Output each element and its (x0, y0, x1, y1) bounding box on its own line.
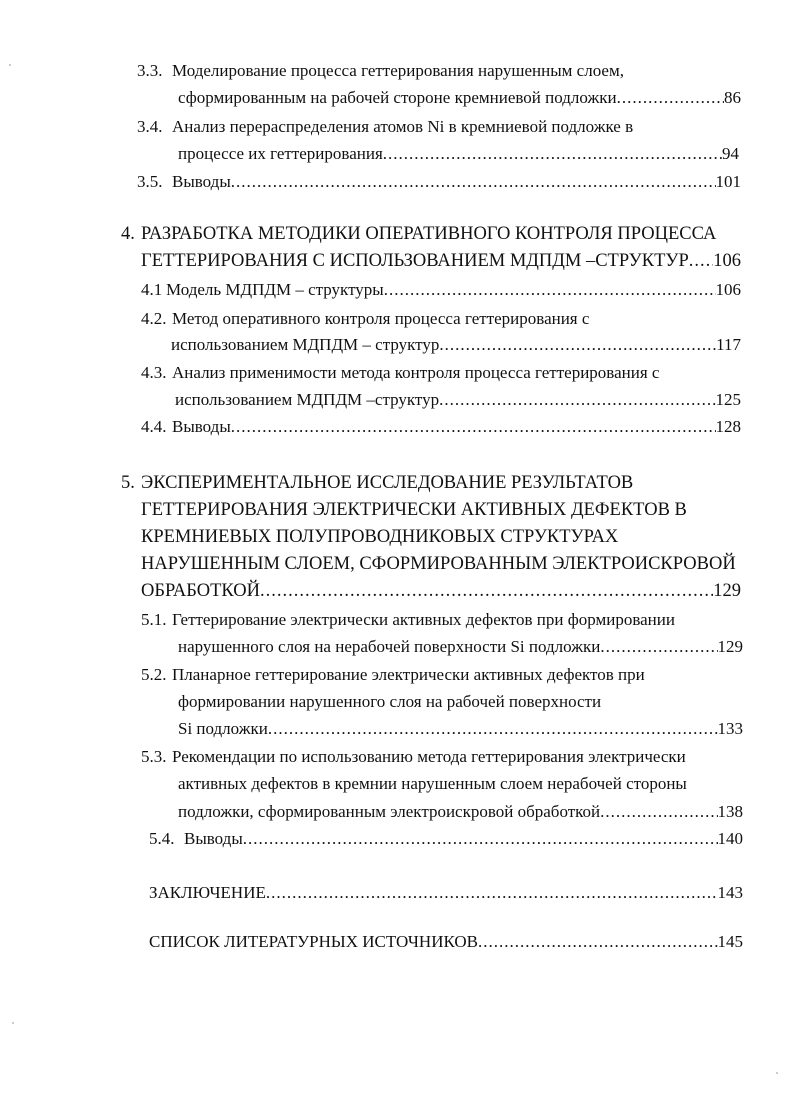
dot-leader (439, 331, 716, 359)
toc-entry-4-4[interactable] (0, 413, 792, 441)
chapter-title-cont: НАРУШЕННЫМ СЛОЕМ, СФОРМИРОВАННЫМ ЭЛЕКТРОИСКРОВОЙ (141, 554, 736, 574)
chapter-label: 5. (121, 473, 135, 493)
page-number: 138 (717, 802, 743, 821)
entry-title-cont: активных дефектов в кремнии нарушенным слоем нерабочей стороны (178, 774, 687, 793)
page-number: 133 (717, 719, 743, 738)
entry-label: 4.3. (141, 363, 167, 382)
entry-label: 3.3. (137, 61, 163, 80)
entry-title: Выводы (172, 172, 231, 191)
chapter-label: 4. (121, 224, 135, 244)
entry-title: Анализ применимости метода контроля процесса геттерирования с (172, 363, 660, 382)
toc-entry-5-4[interactable] (0, 825, 792, 853)
entry-title: Выводы (184, 829, 243, 848)
entry-label: 4.4. (141, 417, 167, 436)
entry-title-cont: формировании нарушенного слоя на рабочей поверхности (178, 692, 602, 711)
entry-title-cont: использованием МДПДМ – структур (171, 335, 440, 354)
chapter-title: ЭКСПЕРИМЕНТАЛЬНОЕ ИССЛЕДОВАНИЕ РЕЗУЛЬТАТОВ (141, 473, 634, 493)
toc-entry-4-2[interactable] (0, 305, 792, 333)
dot-leader (617, 84, 724, 112)
page-number: 128 (715, 417, 741, 436)
references-title: СПИСОК ЛИТЕРАТУРНЫХ ИСТОЧНИКОВ (149, 932, 479, 951)
toc-references[interactable] (0, 928, 792, 956)
page-number: 143 (717, 883, 743, 902)
entry-title-cont: процессе их геттерирования (178, 144, 383, 163)
entry-title: Анализ перераспределения атомов Ni в кремниевой подложке в (172, 117, 634, 136)
scan-speck (12, 1022, 14, 1024)
entry-label: 5.2. (141, 665, 167, 684)
dot-leader (231, 168, 716, 196)
entry-title-cont: подложки, сформированным электроискровой обработкой (178, 802, 601, 821)
page-number: 86 (724, 88, 741, 107)
dot-leader (383, 140, 722, 168)
conclusion-title: ЗАКЛЮЧЕНИЕ (149, 883, 266, 902)
page-number: 125 (715, 390, 741, 409)
entry-title: Моделирование процесса геттерирования нарушенным слоем, (172, 61, 624, 80)
page-number: 140 (717, 829, 743, 848)
entry-title-cont: сформированным на рабочей стороне кремниевой подложки (178, 88, 617, 107)
entry-title-cont: Si подложки (178, 719, 268, 738)
page-number: 129 (717, 637, 743, 656)
page-number: 94 (722, 144, 739, 163)
page-number: 117 (716, 335, 741, 354)
dot-leader (268, 715, 718, 743)
page-number: 129 (713, 581, 741, 601)
chapter-title: РАЗРАБОТКА МЕТОДИКИ ОПЕРАТИВНОГО КОНТРОЛЯ ПРОЦЕССА (141, 224, 717, 244)
entry-title: Выводы (172, 417, 231, 436)
dot-leader (384, 276, 716, 304)
entry-label: 5.1. (141, 610, 167, 629)
toc-entry-4-3[interactable] (0, 359, 792, 387)
dot-leader (439, 386, 715, 414)
page-number: 101 (715, 172, 741, 191)
chapter-title-cont: КРЕМНИЕВЫХ ПОЛУПРОВОДНИКОВЫХ СТРУКТУРАХ (141, 527, 619, 547)
entry-label: 5.3. (141, 747, 167, 766)
dot-leader (600, 633, 717, 661)
toc-chapter-4[interactable] (0, 220, 792, 248)
entry-label: 4.1 (141, 280, 163, 299)
scan-speck (776, 1072, 778, 1074)
chapter-title-cont: ОБРАБОТКОЙ (141, 581, 261, 601)
toc-entry-5-1[interactable] (0, 606, 792, 634)
entry-label: 4.2. (141, 309, 167, 328)
entry-title: Метод оперативного контроля процесса геттерирования с (172, 309, 590, 328)
dot-leader (243, 825, 718, 853)
toc-entry-4-1[interactable] (0, 276, 792, 304)
chapter-title-cont: ГЕТТЕРИРОВАНИЯ ЭЛЕКТРИЧЕСКИ АКТИВНЫХ ДЕФЕКТОВ В (141, 500, 687, 520)
toc-chapter-5[interactable] (0, 469, 792, 497)
entry-title-cont: использованием МДПДМ –структур (175, 390, 440, 409)
toc-conclusion[interactable] (0, 879, 792, 907)
dot-leader (600, 798, 717, 826)
dot-leader (266, 879, 718, 907)
toc-entry-3-5[interactable] (0, 168, 792, 196)
entry-title: Планарное геттерирование электрически активных дефектов при (172, 665, 645, 684)
entry-label: 5.4. (149, 829, 175, 848)
scan-speck (9, 64, 11, 66)
dot-leader (478, 928, 717, 956)
page-number: 106 (715, 280, 741, 299)
page-number: 145 (717, 932, 743, 951)
toc-entry-3-4[interactable] (0, 113, 792, 141)
toc-entry-5-2[interactable] (0, 661, 792, 689)
dot-leader (689, 247, 713, 275)
toc-entry-5-3[interactable] (0, 743, 792, 771)
toc-entry-3-3[interactable] (0, 57, 792, 85)
entry-title: Геттерирование электрически активных дефектов при формировании (172, 610, 675, 629)
entry-label: 3.5. (137, 172, 163, 191)
entry-title: Модель МДПДМ – структуры (166, 280, 384, 299)
dot-leader (260, 577, 713, 605)
dot-leader (231, 413, 716, 441)
page-number: 106 (713, 251, 741, 271)
entry-label: 3.4. (137, 117, 163, 136)
entry-title: Рекомендации по использованию метода геттерирования электрически (172, 747, 686, 766)
chapter-title-cont: ГЕТТЕРИРОВАНИЯ С ИСПОЛЬЗОВАНИЕМ МДПДМ –СТРУКТУР (141, 251, 689, 271)
entry-title-cont: нарушенного слоя на нерабочей поверхности Si подложки (178, 637, 601, 656)
